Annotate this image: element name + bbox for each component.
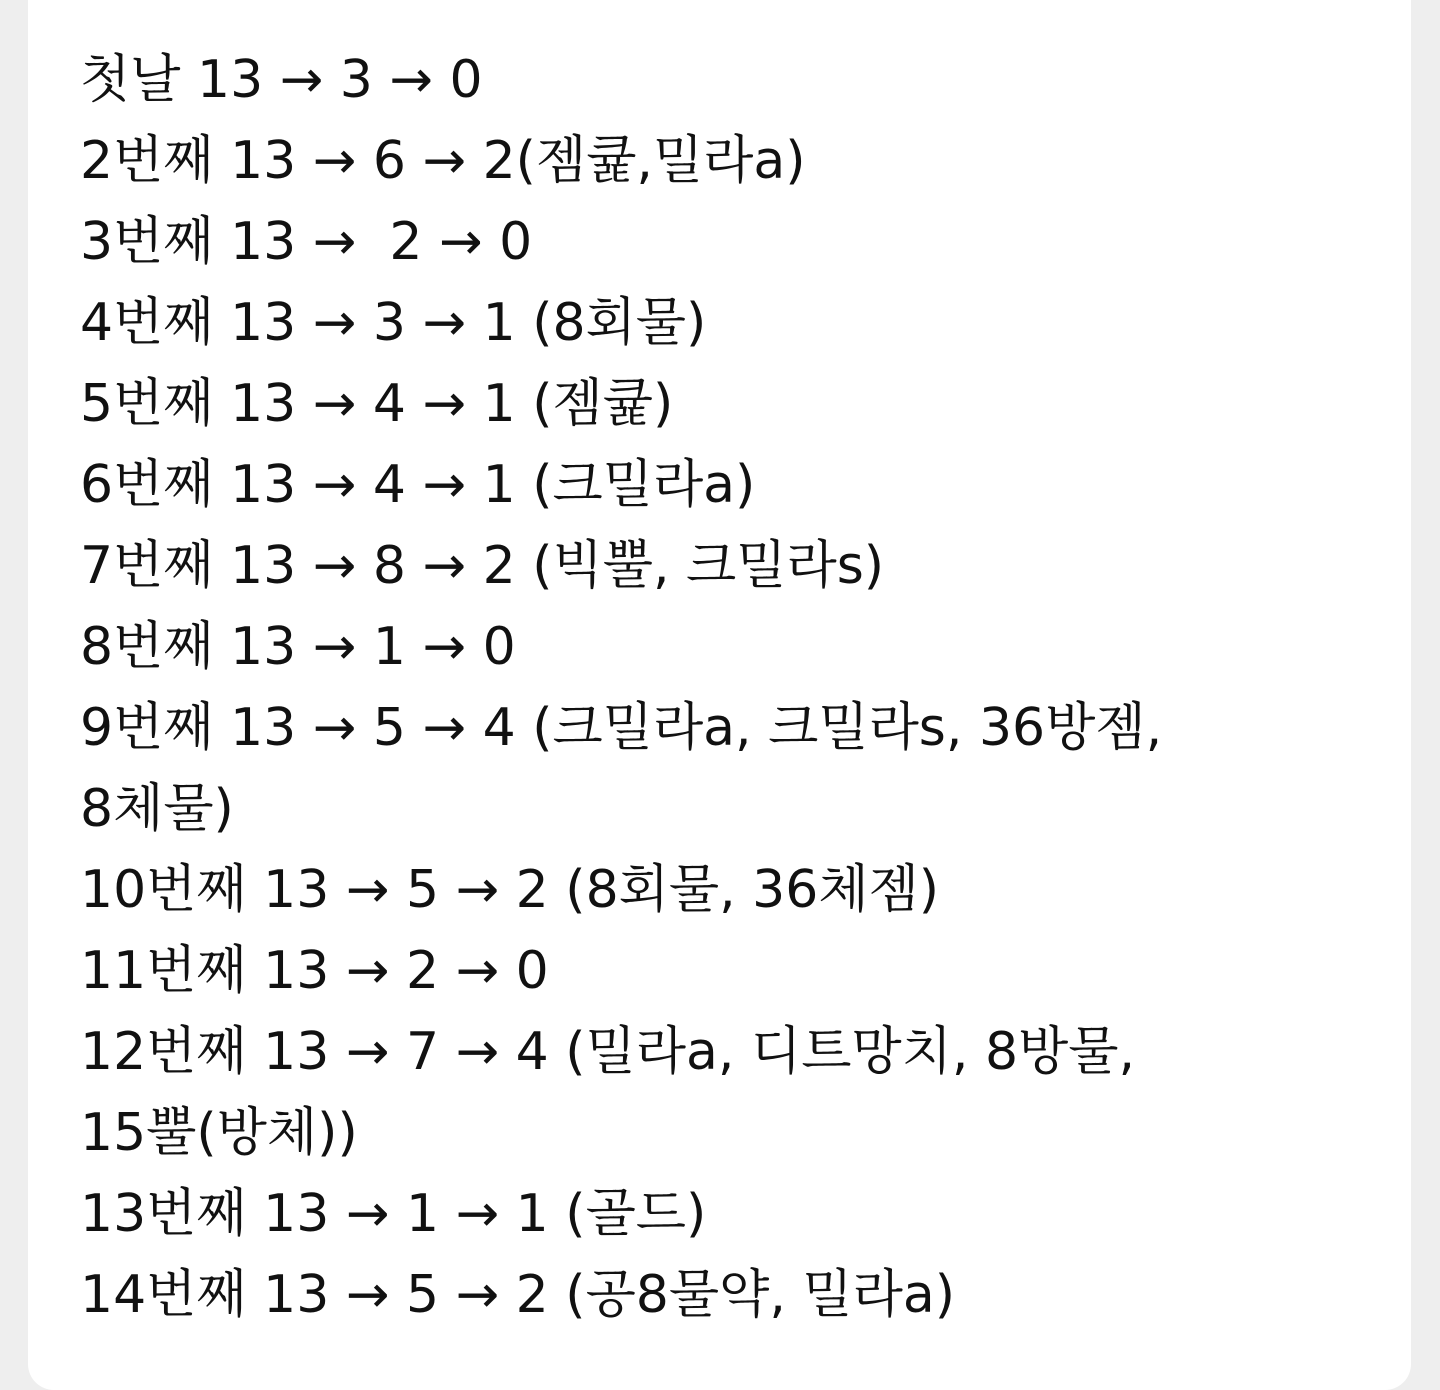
note-line: 8체물) xyxy=(80,779,234,839)
note-line: 14번째 13 → 5 → 2 (공8물약, 밀라a) xyxy=(80,1265,956,1325)
note-line: 10번째 13 → 5 → 2 (8회물, 36체젬) xyxy=(80,860,940,920)
note-line: 5번째 13 → 4 → 1 (젬큝) xyxy=(80,374,674,434)
note-line: 6번째 13 → 4 → 1 (크밀라a) xyxy=(80,455,756,515)
note-line: 7번째 13 → 8 → 2 (빅뿔, 크밀라s) xyxy=(80,536,885,596)
note-line: 12번째 13 → 7 → 4 (밀라a, 디트망치, 8방물, xyxy=(80,1022,1136,1082)
note-line: 2번째 13 → 6 → 2(젬큝,밀라a) xyxy=(80,131,806,191)
note-line: 11번째 13 → 2 → 0 xyxy=(80,941,549,1001)
note-line: 4번째 13 → 3 → 1 (8회물) xyxy=(80,293,707,353)
note-line: 첫날 13 → 3 → 0 xyxy=(80,50,483,110)
note-line: 3번째 13 → 2 → 0 xyxy=(80,212,533,272)
note-line: 13번째 13 → 1 → 1 (골드) xyxy=(80,1184,707,1244)
note-body xyxy=(80,40,1380,1336)
note-line: 9번째 13 → 5 → 4 (크밀라a, 크밀라s, 36방젬, xyxy=(80,698,1163,758)
note-line: 15뿔(방체)) xyxy=(80,1103,358,1163)
note-line: 8번째 13 → 1 → 0 xyxy=(80,617,516,677)
